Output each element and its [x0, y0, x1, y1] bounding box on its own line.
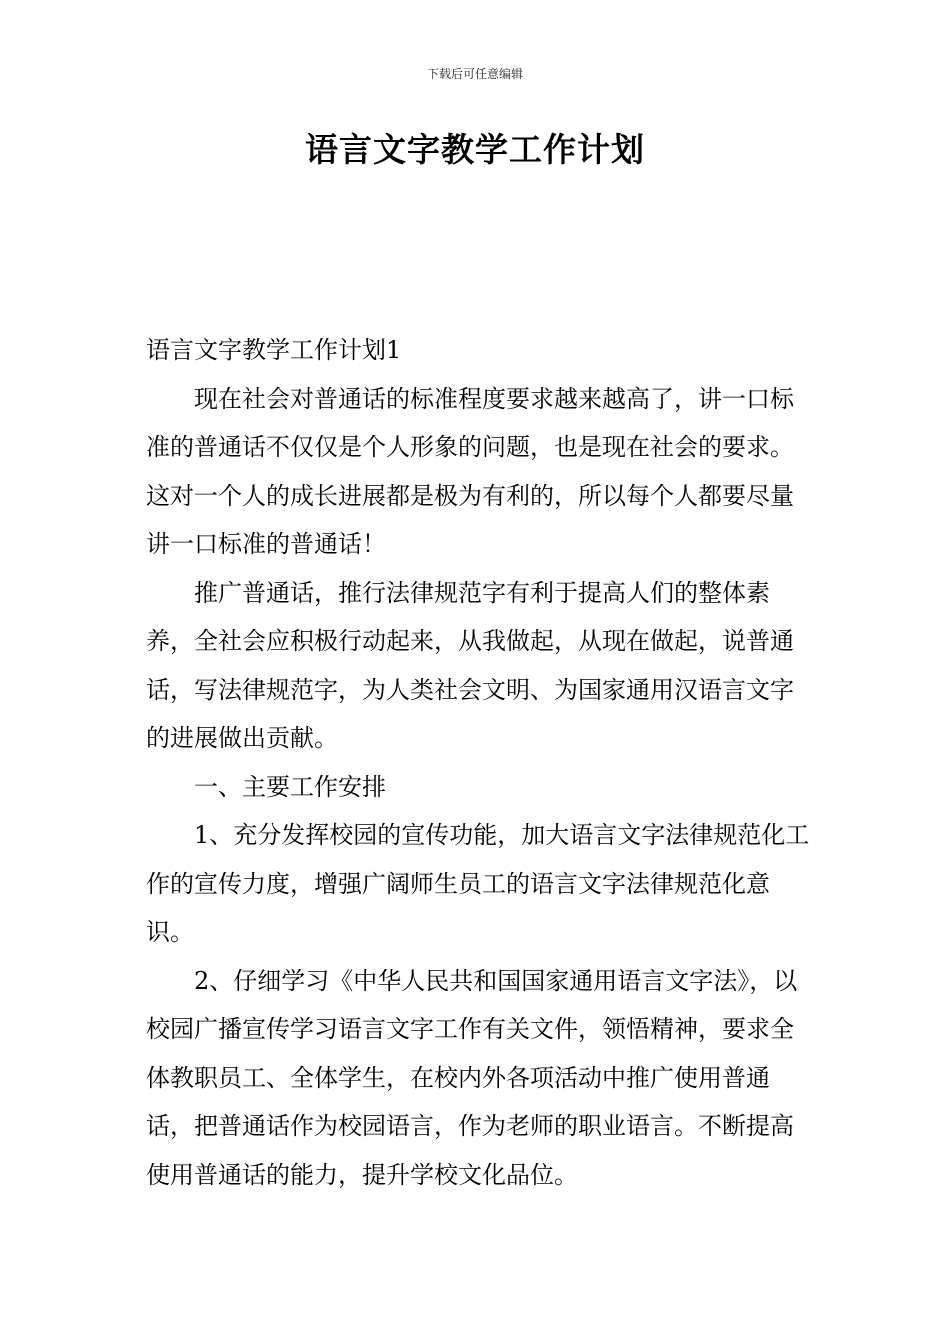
section-subtitle: 语言文字教学工作计划1	[146, 336, 402, 364]
paragraph-intro: 现在社会对普通话的标准程度要求越来越高了，讲一口标准的普通话不仅仅是个人形象的问题，也是现在社会的要求。这对一个人的成长进展都是极为有利的，所以每个人都要尽量讲一口标准的普通话！	[146, 384, 794, 558]
paragraph-promotion: 推广普通话，推行法律规范字有利于提高人们的整体素养，全社会应积极行动起来，从我做起，从现在做起，说普通话，写法律规范字，为人类社会文明、为国家通用汉语言文字的进展做出贡献。	[146, 578, 794, 752]
document-body	[146, 326, 814, 1199]
section-heading-main-work: 一、主要工作安排	[194, 772, 386, 801]
paragraph-item-2: 2、仔细学习《中华人民共和国国家通用语言文字法》，以校园广播宣传学习语言文字工作有关文件，领悟精神，要求全体教职员工、全体学生，在校内外各项活动中推广使用普通话，把普通话作为校园语言，作为老师的职业语言。不断提高使用普通话的能力，提升学校文化品位。	[146, 966, 798, 1189]
document-title: 语言文字教学工作计划	[305, 130, 645, 169]
paragraph-item-1: 1、充分发挥校园的宣传功能，加大语言文字法律规范化工作的宣传力度，增强广阔师生员工的语言文字法律规范化意识。	[146, 821, 810, 946]
page-header-note: 下载后可任意编辑	[426, 67, 523, 81]
